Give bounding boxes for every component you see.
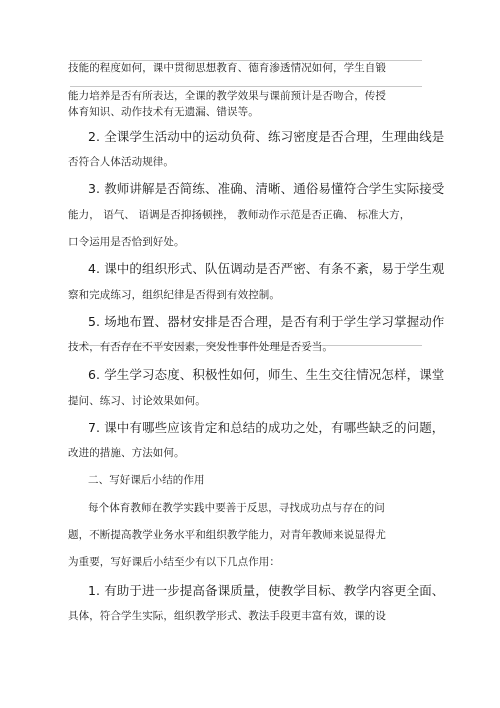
list-item: 6. 学生学习态度、积极性如何，师生、生生交往情况怎样，课堂 (88, 367, 445, 382)
text-line: 每个体育教师在教学实践中要善于反思，寻找成功点与存在的问 (88, 502, 385, 514)
text-line: 技术，有否存在不平安因素，突发性事件处理是否妥当。 (68, 341, 333, 353)
text-line: 能力， 语气、 语调是否抑扬顿挫， 教师动作示范是否正确、 标准大方， (68, 209, 411, 221)
section-heading: 二、写好课后小结的作用 (88, 474, 205, 486)
text-line: 体育知识、动作技术有无遗漏、错误等。 (68, 106, 259, 118)
text-line: 提问、练习、讨论效果如何。 (68, 395, 206, 407)
list-item: 5. 场地布置、器材安排是否合理，是否有利于学生学习掌握动作 (88, 314, 445, 329)
text-line: 题，不断提高教学业务水平和组织教学能力，对青年教师来说显得尤 (68, 529, 386, 541)
divider-rule (70, 86, 422, 87)
top-rule (70, 60, 422, 61)
text-line: 口令运用是否恰到好处。 (68, 236, 185, 248)
text-line: 技能的程度如何，课中贯彻思想教育、德育渗透情况如何，学生自锻 (68, 62, 386, 74)
text-line: 为重要，写好课后小结至少有以下几点作用： (68, 556, 280, 568)
text-line: 否符合人体活动规律。 (68, 156, 174, 168)
list-item: 7. 课中有哪些应该肯定和总结的成功之处，有哪些缺乏的问题， (88, 420, 445, 435)
list-item: 3. 教师讲解是否简练、准确、清晰、通俗易懂符合学生实际接受 (88, 181, 445, 196)
list-item: 2. 全课学生活动中的运动负荷、练习密度是否合理，生理曲线是 (88, 129, 445, 144)
list-item: 1. 有助于进一步提高备课质量，使教学目标、教学内容更全面、 (88, 583, 445, 598)
text-line: 改进的措施、方法如何。 (68, 447, 185, 459)
text-line: 能力培养是否有所表达，全课的教学效果与课前预计是否吻合，传授 (68, 90, 386, 102)
list-item: 4. 课中的组织形式、队伍调动是否严密、有条不紊，易于学生观 (88, 261, 445, 276)
text-line: 具体，符合学生实际，组织教学形式、教法手段更丰富有效，课的设 (68, 610, 386, 622)
text-line: 察和完成练习，组织纪律是否得到有效控制。 (68, 289, 280, 301)
